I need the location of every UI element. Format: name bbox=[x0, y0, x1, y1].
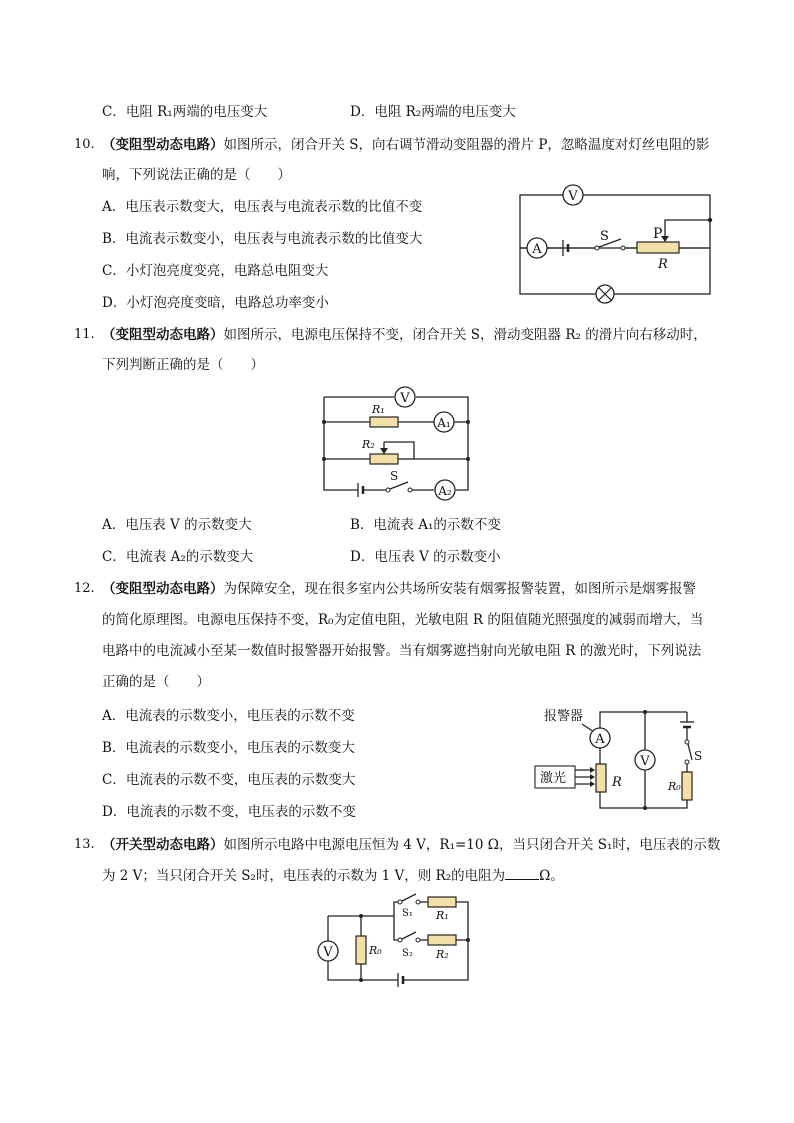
q11-switch bbox=[390, 482, 408, 489]
q12-stem-line3: 电路中的电流减小至某一数值时报警器开始报警。当有烟雾遮挡射向光敏电阻 R 的激光时，下列说法 bbox=[102, 643, 702, 659]
q10-ammeter-label: A bbox=[532, 242, 542, 257]
q10-rheostat bbox=[637, 242, 679, 253]
q12-switch-label: S bbox=[694, 749, 703, 763]
q12-tag: （变阻型动态电路） bbox=[102, 581, 224, 597]
q13-r1-label: R₁ bbox=[436, 909, 449, 922]
q10-slider-wire bbox=[665, 220, 710, 238]
q11-r1-label: R₁ bbox=[372, 403, 385, 416]
q13-answer-blank[interactable] bbox=[505, 866, 539, 880]
q11-option-b: B．电流表 A₁的示数不变 bbox=[350, 517, 501, 533]
q10-stem-line2: 响，下列说法正确的是（ ） bbox=[102, 167, 291, 183]
q12-stem-line2: 的简化原理图。电源电压保持不变，R₀为定值电阻，光敏电阻 R 的阻值随光照强度的减弱而增大，当 bbox=[102, 612, 704, 628]
q13-stem-text-2b: Ω。 bbox=[539, 868, 564, 884]
q10-stem-line1 bbox=[102, 136, 709, 154]
q10-voltmeter-label: V bbox=[568, 189, 578, 204]
q11-option-c: C．电流表 A₂的示数变大 bbox=[102, 549, 254, 565]
q10-tag: （变阻型动态电路） bbox=[102, 137, 224, 153]
q12-option-d: D．电流表的示数不变，电压表的示数不变 bbox=[102, 804, 356, 820]
q10-option-a: A．电压表示数变大，电压表与电流表示数的比值不变 bbox=[102, 199, 423, 215]
q13-r0 bbox=[356, 936, 366, 964]
q11-stem-line2: 下列判断正确的是（ ） bbox=[102, 357, 264, 373]
q13-circuit-diagram bbox=[316, 890, 476, 990]
q13-number: 13. bbox=[74, 837, 95, 852]
q13-s2-label: S₂ bbox=[402, 948, 413, 959]
q12-ammeter-label: A bbox=[595, 732, 605, 747]
q11-tag: （变阻型动态电路） bbox=[102, 327, 224, 343]
q10-option-b: B．电流表示数变小，电压表与电流表示数的比值变大 bbox=[102, 231, 423, 247]
q10-switch-label: S bbox=[600, 229, 609, 244]
q12-stem-line4: 正确的是（ ） bbox=[102, 674, 210, 690]
q12-r-label: R bbox=[612, 775, 622, 790]
q12-alarm-label: 报警器 bbox=[544, 709, 584, 724]
q10-option-d: D．小灯泡亮度变暗，电路总功率变小 bbox=[102, 295, 329, 311]
q11-option-d: D．电压表 V 的示数变小 bbox=[350, 549, 501, 565]
q11-circuit-diagram bbox=[318, 382, 478, 498]
q13-r1 bbox=[428, 897, 456, 907]
q13-voltmeter-label: V bbox=[323, 945, 333, 960]
q13-r0-label: R₀ bbox=[369, 944, 382, 957]
q11-switch-label: S bbox=[390, 469, 399, 483]
q11-a2-label: A₂ bbox=[438, 484, 452, 498]
q11-stem-line1 bbox=[102, 326, 707, 344]
q10-option-c: C．小灯泡亮度变亮，电路总电阻变大 bbox=[102, 263, 329, 279]
q11-voltmeter-label: V bbox=[400, 391, 410, 406]
q13-r2 bbox=[428, 935, 456, 945]
q12-stem-text: 为保障安全，现在很多室内公共场所安装有烟雾报警装置，如图所示是烟雾报警 bbox=[223, 581, 696, 597]
q11-option-a: A．电压表 V 的示数变大 bbox=[102, 517, 252, 533]
q13-tag: （开关型动态电路） bbox=[102, 837, 224, 853]
q13-s1-label: S₁ bbox=[402, 908, 413, 919]
q12-switch bbox=[688, 744, 692, 760]
q9-option-d: D．电阻 R₂两端的电压变大 bbox=[350, 104, 516, 120]
q12-stem-line1 bbox=[102, 580, 696, 598]
q12-option-b: B．电流表的示数变小，电压表的示数变大 bbox=[102, 740, 355, 756]
q12-r0-label: R₀ bbox=[668, 780, 681, 793]
q12-photoresistor bbox=[596, 764, 606, 792]
q10-circuit-loop bbox=[520, 195, 710, 294]
q11-r2-slider bbox=[380, 448, 388, 454]
q11-stem-text: 如图所示，电源电压保持不变，闭合开关 S，滑动变阻器 R₂ 的滑片向右移动时， bbox=[223, 327, 707, 343]
q12-laser-label: 激光 bbox=[540, 771, 567, 786]
q10-resistor-label: R bbox=[658, 257, 668, 272]
q13-r2-label: R₂ bbox=[436, 948, 449, 961]
q12-r0 bbox=[682, 772, 692, 800]
q10-circuit-diagram bbox=[505, 180, 720, 300]
q12-number: 12. bbox=[74, 581, 95, 596]
q9-option-c: C．电阻 R₁两端的电压变大 bbox=[102, 104, 268, 120]
q13-stem-line2 bbox=[102, 866, 564, 885]
q11-r1 bbox=[370, 417, 398, 427]
q12-circuit-diagram bbox=[532, 704, 722, 816]
q10-stem-text: 如图所示，闭合开关 S，向右调节滑动变阻器的滑片 P，忽略温度对灯丝电阻的影 bbox=[223, 137, 710, 153]
q11-a1-label: A₁ bbox=[437, 416, 451, 430]
q10-number: 10. bbox=[74, 137, 95, 152]
q10-slider-label: P bbox=[653, 226, 663, 242]
q13-switch-s1 bbox=[402, 894, 416, 901]
q13-stem-text-2a: 为 2 V；当只闭合开关 S₂时，电压表的示数为 1 V，则 R₂的电阻为 bbox=[102, 868, 506, 884]
q11-r2-label: R₂ bbox=[362, 438, 375, 451]
q11-number: 11. bbox=[74, 327, 95, 342]
q12-option-a: A．电流表的示数变小，电压表的示数不变 bbox=[102, 708, 355, 724]
q12-voltmeter-label: V bbox=[640, 754, 650, 769]
q13-stem-line1 bbox=[102, 836, 720, 854]
q13-stem-text: 如图所示电路中电源电压恒为 4 V，R₁=10 Ω，当只闭合开关 S₁时，电压表的示数 bbox=[223, 837, 721, 853]
q13-switch-s2 bbox=[402, 932, 416, 939]
q12-option-c: C．电流表的示数不变，电压表的示数变大 bbox=[102, 772, 356, 788]
q11-r2 bbox=[370, 454, 398, 464]
